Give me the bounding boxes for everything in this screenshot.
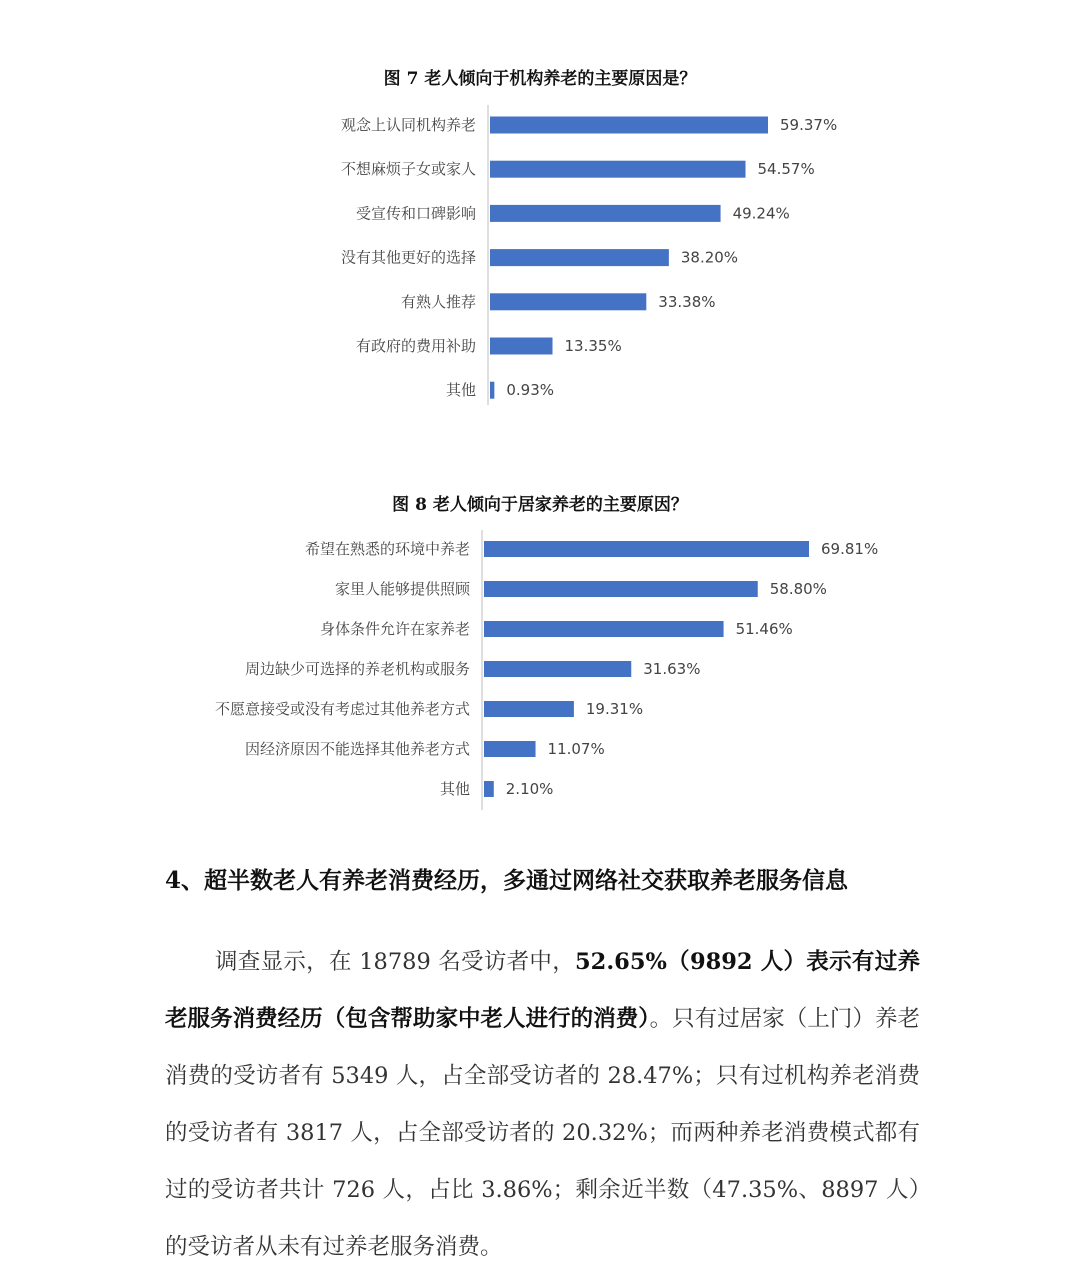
bar bbox=[490, 205, 721, 222]
chart-7-title: 图 7 老人倾向于机构养老的主要原因是？ bbox=[383, 69, 697, 89]
value-label: 49.24% bbox=[732, 204, 790, 223]
section-heading: 4、超半数老人有养老消费经历，多通过网络社交获取养老服务信息 bbox=[165, 867, 849, 894]
value-label: 13.35% bbox=[564, 337, 622, 355]
category-label: 其他 bbox=[439, 780, 470, 798]
category-label: 身体条件允许在家养老 bbox=[319, 620, 470, 638]
category-label: 受宣传和口碑影响 bbox=[355, 204, 476, 223]
bar bbox=[490, 117, 768, 134]
bar bbox=[484, 781, 494, 797]
body-paragraph bbox=[165, 934, 920, 1276]
para-rest: 。只有过居家（上门）养老消费的受访者有 5349 人，占全部受访者的 28.47%；只有过机构养老消费的受访者有 3817 人，占全部受访者的 20.32%；而两种养老消费模式都有过的受访者共计 726 人，占比 3.86%；剩余近半数（47.35%、8897 人）的受访者从未有过养老服务消费。 bbox=[165, 1006, 920, 1260]
bar bbox=[484, 581, 758, 597]
bar bbox=[484, 701, 574, 717]
value-label: 0.93% bbox=[506, 381, 555, 400]
bar bbox=[484, 741, 536, 757]
bar bbox=[484, 621, 724, 637]
value-label: 2.10% bbox=[505, 780, 554, 798]
bar bbox=[490, 382, 494, 399]
category-label: 没有其他更好的选择 bbox=[340, 248, 476, 267]
bar bbox=[484, 661, 631, 677]
category-label: 其他 bbox=[445, 381, 476, 400]
value-label: 58.80% bbox=[769, 580, 827, 598]
bar bbox=[490, 161, 746, 178]
value-label: 11.07% bbox=[547, 740, 605, 758]
bar bbox=[490, 338, 553, 355]
value-label: 19.31% bbox=[585, 700, 644, 718]
bar bbox=[484, 541, 809, 557]
category-label: 不想麻烦子女或家人 bbox=[340, 160, 476, 179]
value-label: 31.63% bbox=[643, 660, 701, 678]
category-label: 周边缺少可选择的养老机构或服务 bbox=[244, 660, 470, 678]
chart-7 bbox=[0, 100, 1080, 420]
value-label: 54.57% bbox=[757, 160, 815, 179]
para-intro: 调查显示，在 18789 名受访者中， bbox=[215, 949, 576, 975]
bar bbox=[490, 249, 669, 266]
para-highlight: 52.65%（9892 人）表示有过养老服务消费经历（包含帮助家中老人进行的消费） bbox=[165, 949, 920, 1032]
value-label: 59.37% bbox=[780, 116, 838, 134]
value-label: 33.38% bbox=[658, 292, 716, 311]
value-label: 38.20% bbox=[680, 248, 739, 267]
chart-8 bbox=[0, 525, 1080, 825]
value-label: 69.81% bbox=[821, 540, 879, 558]
category-label: 希望在熟悉的环境中养老 bbox=[304, 540, 470, 558]
category-label: 家里人能够提供照顾 bbox=[334, 580, 470, 598]
bar bbox=[490, 293, 646, 310]
category-label: 有政府的费用补助 bbox=[355, 337, 476, 355]
category-label: 观念上认同机构养老 bbox=[340, 116, 476, 134]
category-label: 不愿意接受或没有考虑过其他养老方式 bbox=[214, 700, 470, 718]
value-label: 51.46% bbox=[735, 620, 793, 638]
chart-8-title: 图 8 老人倾向于居家养老的主要原因？ bbox=[392, 495, 688, 515]
category-label: 有熟人推荐 bbox=[400, 292, 476, 311]
category-label: 因经济原因不能选择其他养老方式 bbox=[244, 740, 470, 758]
